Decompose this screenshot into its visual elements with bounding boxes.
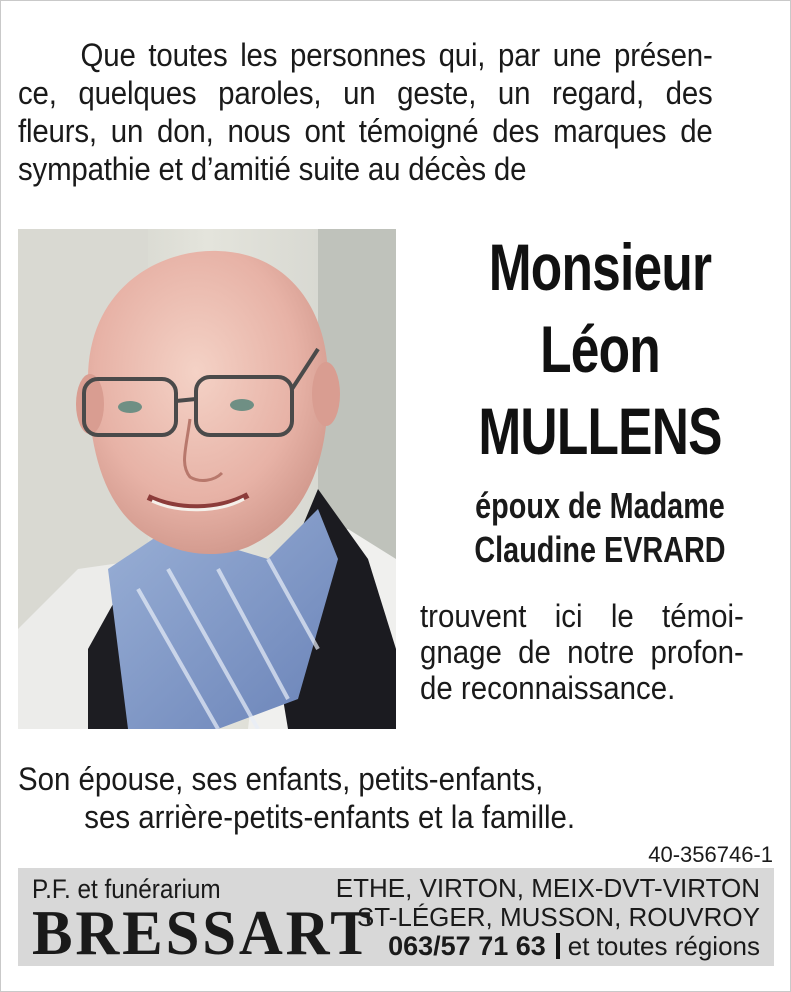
location-line: ETHE, VIRTON, MEIX-DVT-VIRTON	[335, 873, 760, 903]
family-line: Son épouse, ses enfants, petits-enfants,	[18, 761, 544, 797]
reference-number: 40-356746-1	[648, 842, 773, 867]
last-name: MULLENS	[478, 394, 722, 468]
title: Monsieur	[488, 230, 712, 304]
deceased-name	[420, 226, 780, 472]
thanks-line: gnage de notre profon-	[420, 634, 744, 670]
intro-line: ce, quelques paroles, un geste, un regard, des	[18, 75, 713, 111]
funeral-home-prefix: P.F. et funérarium	[32, 874, 221, 904]
funeral-home-banner	[18, 868, 774, 966]
separator	[556, 933, 560, 959]
family-line: ses arrière-petits-enfants et la famille.	[84, 799, 576, 835]
spouse-name: Claudine EVRARD	[474, 529, 726, 570]
thanks-paragraph	[420, 598, 744, 706]
regions-text: et toutes régions	[567, 931, 760, 961]
thanks-line: de reconnaissance.	[420, 670, 676, 706]
intro-line: Que toutes les personnes qui, par une présen-	[80, 37, 713, 73]
location-line: ST-LÉGER, MUSSON, ROUVROY	[356, 902, 760, 932]
funeral-home-logo: BRESSART	[32, 897, 374, 968]
spouse-info	[456, 484, 744, 572]
phone-number: 063/57 71 63	[388, 931, 546, 961]
portrait-photo	[18, 229, 396, 729]
first-name: Léon	[540, 312, 660, 386]
intro-line: fleurs, un don, nous ont témoigné des marques de	[18, 113, 713, 149]
portrait-illustration	[18, 229, 396, 729]
intro-paragraph	[18, 36, 713, 188]
spouse-line: époux de Madame	[475, 485, 725, 526]
family-signature	[18, 760, 662, 836]
funeral-home-locations	[336, 874, 760, 961]
contact-line	[336, 932, 760, 961]
intro-line: sympathie et d’amitié suite au décès de	[18, 151, 527, 187]
thanks-line: trouvent ici le témoi-	[420, 598, 744, 634]
